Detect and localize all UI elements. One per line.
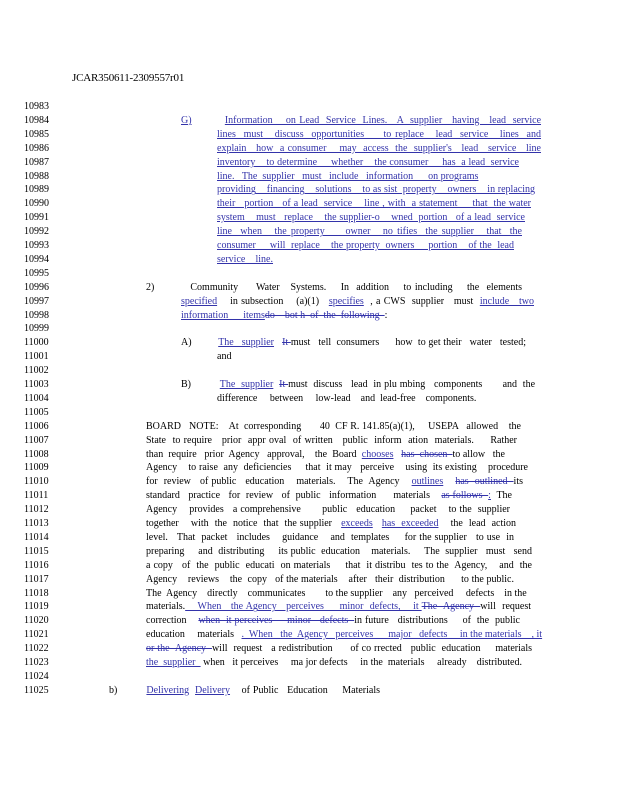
inserted-text: When the Agency perceives minor defects, it (185, 601, 422, 613)
text-line (146, 587, 527, 601)
inserted-text: consumer will replace the property owners portion of the lead (217, 240, 514, 251)
text-line (181, 378, 535, 392)
text-segment: when it perceives ma jor defects in the materials already distributed. (200, 657, 522, 668)
text-segment: Agency to raise any deficiencies that it may perceive using its existing procedure (146, 462, 528, 474)
text-segment: b) (109, 684, 118, 696)
text-segment: for review of public education materials. The Agency (146, 476, 412, 488)
line-number: 10983 (24, 101, 49, 112)
line-number: 11018 (24, 587, 49, 599)
inserted-text: the supplier (146, 657, 201, 668)
line-number: 10984 (24, 114, 49, 126)
line-number: 11000 (24, 337, 49, 349)
text-segment (117, 685, 146, 696)
inserted-text: The supplier (218, 337, 275, 349)
text-line (146, 600, 531, 614)
line-number: 10991 (24, 212, 49, 224)
inserted-text: . When the Agency perceives major defects in the materials , it (241, 629, 543, 641)
inserted-text: specifies (328, 295, 364, 307)
line-number: 11019 (24, 601, 49, 613)
text-segment: , a CWS supplier must (363, 295, 480, 307)
line-number: 11014 (24, 531, 49, 543)
inserted-text: has exceeded (381, 518, 439, 529)
text-line (146, 489, 512, 503)
inserted-text: exceeds (341, 518, 373, 529)
text-segment (274, 337, 282, 348)
text-segment: must tell consumers how to get their water tested; (290, 337, 527, 349)
inserted-text: G) (181, 114, 192, 126)
text-line (146, 461, 528, 475)
text-line (217, 170, 479, 184)
text-line (146, 420, 521, 434)
inserted-text: system must replace the supplier-o wned portion of a lead service (217, 212, 525, 224)
line-number: 11022 (24, 643, 49, 655)
text-segment: to allow the (452, 448, 505, 460)
text-line (217, 239, 514, 253)
text-line (217, 128, 541, 142)
text-line (217, 253, 273, 267)
line-number: 11008 (24, 448, 49, 460)
text-segment (192, 337, 219, 348)
line-number: 11006 (24, 420, 49, 432)
text-line (146, 475, 523, 489)
text-segment: in subsection (a)(1) (217, 295, 329, 307)
line-number: 10989 (24, 184, 49, 196)
inserted-text: outlines (411, 476, 444, 488)
text-segment: its (513, 476, 523, 488)
line-number: 11020 (24, 615, 49, 627)
line-number: 11001 (24, 351, 49, 363)
text-segment: level. That packet includes guidance and templates for the supplier to use in (146, 531, 514, 543)
line-number: 11004 (24, 392, 49, 404)
text-segment: The (490, 490, 512, 502)
line-number: 10994 (24, 253, 49, 265)
line-number: 10987 (24, 156, 49, 168)
line-number: 11009 (24, 462, 49, 474)
line-number: 11016 (24, 559, 49, 571)
text-segment: 2) Community Water Systems. In addition to including the elements (146, 281, 522, 293)
document-id-header: JCAR350611-2309557r01 (72, 72, 185, 84)
line-number: 11010 (24, 476, 49, 488)
inserted-text: line. The supplier must include information on programs (217, 170, 479, 182)
text-line (217, 142, 541, 156)
line-number: 11002 (24, 365, 49, 377)
text-segment: of Public Education Materials (230, 684, 381, 696)
text-segment: will request (480, 601, 532, 613)
inserted-text: chooses (361, 448, 394, 460)
text-line (146, 614, 520, 628)
text-line (146, 503, 510, 517)
line-number: 11003 (24, 379, 49, 390)
text-segment: B) (181, 379, 191, 390)
line-number: 11012 (24, 504, 49, 516)
text-line (217, 156, 519, 170)
text-line (146, 573, 514, 587)
inserted-text: Delivery (195, 684, 231, 696)
text-line (181, 309, 387, 323)
text-segment (443, 476, 455, 487)
line-number: 11005 (24, 406, 49, 418)
text-line (181, 295, 534, 309)
inserted-text: explain how a consumer may access the supplier's lead service line (217, 142, 541, 154)
deleted-text: The Agency (421, 601, 481, 613)
deleted-text: It (282, 337, 291, 349)
line-number: 11021 (24, 629, 49, 641)
text-segment: Agency reviews the copy of the materials after their distribution to the public. (146, 573, 514, 585)
text-segment: a copy of the public educati on materials that it distribu tes to the Agency, and the (146, 559, 532, 571)
text-line (146, 656, 522, 670)
deleted-text: It (279, 379, 289, 390)
line-number: 10997 (24, 295, 49, 307)
deleted-text: or the Agency (146, 643, 212, 655)
text-line (146, 531, 514, 545)
text-segment: than require prior Agency approval, the Board (146, 448, 362, 460)
inserted-text: inventory to determine whether the consumer has a lead service (217, 156, 519, 168)
text-line (146, 434, 517, 448)
line-number: 11015 (24, 545, 49, 557)
text-segment (373, 518, 382, 529)
line-number: 11011 (24, 490, 49, 502)
text-line (217, 225, 522, 239)
text-segment (192, 115, 225, 126)
text-segment: A) (181, 337, 192, 349)
line-number: 10995 (24, 267, 49, 279)
text-line (181, 114, 541, 128)
deleted-text: do bot h of the following (264, 309, 385, 321)
text-line (146, 517, 516, 531)
text-line (146, 642, 532, 656)
inserted-text: specified (181, 295, 218, 307)
inserted-text: Delivering (146, 684, 190, 696)
deleted-text: when it perceives minor defects (198, 615, 355, 627)
inserted-text: line when the property owner no tifies the supplier that the (217, 226, 522, 238)
text-line (217, 211, 525, 225)
line-number: 10999 (24, 323, 49, 335)
deleted-text: has outlined (455, 476, 514, 488)
line-number: 11007 (24, 434, 49, 446)
line-number: 10998 (24, 309, 49, 321)
text-segment: and (217, 351, 232, 363)
text-line (217, 197, 531, 211)
text-segment: standard practice for review of public information materials (146, 490, 442, 502)
text-line (217, 392, 477, 406)
line-number: 11024 (24, 670, 49, 682)
text-segment: Agency provides a comprehensive public education packet to the supplier (146, 504, 510, 516)
text-segment: must discuss lead in plu mbing components and the (288, 379, 536, 390)
text-line (109, 684, 380, 698)
inserted-text: providing financing solutions to as sist property owners in replacing (217, 184, 535, 196)
text-segment (191, 379, 220, 390)
line-number: 10996 (24, 281, 49, 293)
line-number: 11023 (24, 657, 49, 668)
line-number: 10990 (24, 198, 49, 210)
text-segment: materials. (146, 601, 186, 613)
line-number: 10993 (24, 240, 49, 251)
text-segment: correction (146, 615, 199, 627)
text-line (146, 559, 532, 573)
text-line (181, 336, 526, 350)
inserted-text: The supplier (219, 379, 274, 390)
text-line (146, 448, 505, 462)
text-segment: together with the notice that the supplier (146, 518, 342, 529)
line-number: 10992 (24, 226, 49, 238)
text-line (146, 545, 532, 559)
text-segment: : (384, 309, 388, 321)
text-line (146, 281, 522, 295)
inserted-text: service line. (217, 253, 273, 265)
text-segment: preparing and distributing its public education materials. The supplier must send (146, 545, 532, 557)
line-number: 11025 (24, 684, 49, 696)
text-segment: BOARD NOTE: At corresponding 40 CF R. 141.85(a)(1), USEPA allowed the (146, 420, 521, 432)
text-segment: The Agency directly communicates to the supplier any perceived defects in the (146, 587, 527, 599)
deleted-text: has chosen (401, 448, 453, 460)
text-segment: in future distributions of the public (354, 615, 520, 627)
line-number: 11017 (24, 573, 49, 585)
text-segment: education materials (146, 629, 242, 641)
line-number: 10988 (24, 170, 49, 182)
inserted-text: : (488, 490, 491, 502)
inserted-text: include two (479, 295, 534, 307)
text-line (217, 183, 535, 197)
inserted-text: information items (181, 309, 265, 321)
text-segment: will request a redistribution of co rrected public education materials (211, 643, 533, 655)
text-segment: State to require prior appr oval of written public inform ation materials. Rather (146, 434, 517, 446)
inserted-text: lines must discuss opportunities to replace lead service lines and (217, 128, 541, 140)
deleted-text: as follows (441, 490, 489, 502)
line-number: 10986 (24, 142, 49, 154)
text-segment: difference between low-lead and lead-free components. (217, 392, 477, 404)
inserted-text: Information on Lead Service Lines. A supplier having lead service (224, 114, 542, 126)
line-number: 10985 (24, 128, 49, 140)
text-line (146, 628, 542, 642)
inserted-text: their portion of a lead service line , with a statement that the water (217, 198, 531, 210)
text-line (217, 350, 231, 364)
text-segment: the lead action (438, 518, 517, 529)
line-number: 11013 (24, 518, 49, 529)
